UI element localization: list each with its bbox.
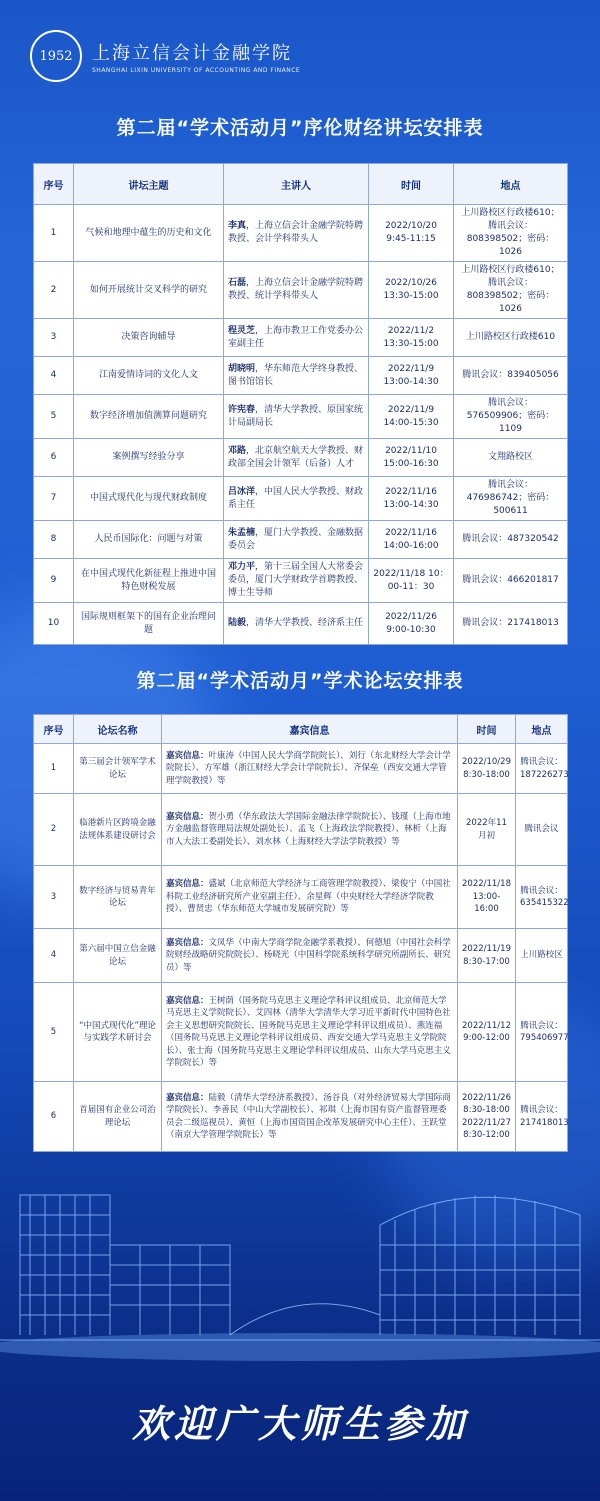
lecture-speaker: [224, 319, 369, 357]
lecture-place: 上川路校区行政楼610: [454, 319, 568, 357]
lecture-topic: 决策咨询辅导: [74, 319, 224, 357]
forum-place: 腾讯会议：187226273: [516, 744, 568, 794]
speaker-name: 朱孟楠: [228, 527, 256, 538]
speaker-desc: ，第十三届全国人大常委会委员，厦门大学财政学首聘教授、博士生导师: [228, 562, 364, 598]
forum-place: 腾讯会议：635415322: [516, 866, 568, 929]
guest-label: 嘉宾信息：: [166, 995, 209, 1006]
speaker-desc: ，上海立信会计金融学院特聘教授、会计学科带头人: [228, 221, 364, 244]
lecture-time: 2022/11/9 13:00-14:30: [369, 357, 454, 395]
lecture-place: 腾讯会议：487320542: [454, 521, 568, 559]
lecture-topic: 在中国式现代化新征程上推进中国特色财税发展: [74, 559, 224, 603]
lecture-topic: 江南爱情诗词的文化人文: [74, 357, 224, 395]
lecture-time: 2022/10/20 9:45-11:15: [369, 205, 454, 262]
forum-header-row: [34, 715, 568, 744]
lecture-row: [34, 559, 568, 603]
forum-row: [34, 794, 568, 866]
lecture-row: [34, 521, 568, 559]
lecture-row: [34, 603, 568, 645]
lecture-no: 6: [34, 439, 74, 477]
forum-header-cell: 时间: [458, 715, 516, 744]
lecture-topic: 案例撰写经验分享: [74, 439, 224, 477]
guest-list: 陆毅（清华大学经济系教授）、汤谷良（对外经济贸易大学国际商学院院长）、李善民（中山大学副校长）、祁琪（上海市国有资产监督管理委员会二级巡视员）、黄恒（上海市国资国企改革发展研究中心主任）、王跃堂（南京大学管理学院院长）等: [166, 1092, 451, 1140]
forum-row: [34, 983, 568, 1082]
forum-name: 第三届会计领军学术论坛: [74, 744, 162, 794]
lecture-topic: 气候和地理中蕴生的历史和文化: [74, 205, 224, 262]
lecture-row: [34, 395, 568, 439]
lecture-header-cell: 时间: [369, 164, 454, 205]
speaker-name: 石磊: [228, 278, 247, 288]
speaker-name: 邓路: [228, 445, 247, 456]
lecture-time: 2022/11/18 10：00-11：30: [369, 559, 454, 603]
lecture-header-cell: 主讲人: [224, 164, 369, 205]
lecture-speaker: [224, 395, 369, 439]
forum-name: 首届国有企业公司治理论坛: [74, 1082, 162, 1152]
forum-table: [33, 714, 568, 1152]
lecture-header-cell: 讲坛主题: [74, 164, 224, 205]
guest-list: 贺小勇（华东政法大学国际金融法律学院院长）、钱瑾（上海市地方金融监督管理局法规处副处长）、孟飞（上海政法学院教授）、林析（上海市人大法工委副处长）、刘水林（上海财经大学法学院教授）等: [166, 811, 451, 847]
forum-place: 上川路校区: [516, 929, 568, 983]
lecture-place: 上川路校区行政楼610；腾讯会议：808398502；密码：1026: [454, 205, 568, 262]
lecture-topic: 国际规则框架下的国有企业治理问题: [74, 603, 224, 645]
forum-time: 2022/11/18 13:00-16:00: [458, 866, 516, 929]
speaker-desc: ，清华大学教授、原国家统计局副局长: [228, 404, 364, 428]
school-name-cn: 上海立信会计金融学院: [92, 42, 292, 64]
forum-time: 2022/11/12 9:00-12:00: [458, 983, 516, 1082]
lecture-no: 4: [34, 357, 74, 395]
forum-name: 临港新片区跨境金融法规体系建设研讨会: [74, 794, 162, 866]
lecture-speaker: [224, 262, 369, 319]
lecture-time: 2022/11/9 14:00-15:30: [369, 395, 454, 439]
forum-guests: [162, 794, 458, 866]
lecture-speaker: [224, 357, 369, 395]
lecture-row: [34, 439, 568, 477]
lecture-time: 2022/11/2 13:30-15:00: [369, 319, 454, 357]
speaker-desc: ，上海立信会计金融学院特聘教授、统计学科带头人: [228, 278, 364, 301]
lecture-no: 2: [34, 262, 74, 319]
speaker-name: 吕冰洋: [228, 486, 256, 497]
speaker-desc: ，华东师范大学终身教授、图书馆馆长: [228, 363, 364, 387]
lecture-speaker: [224, 477, 369, 521]
forum-time: 2022/11/26 8:30-18:00 2022/11/27 8:30-12:00: [458, 1082, 516, 1152]
logo-text: 1952: [39, 48, 73, 64]
forum-no: 3: [34, 866, 74, 929]
lecture-time: 2022/11/10 15:00-16:30: [369, 439, 454, 477]
speaker-desc: ，厦门大学教授、金融数据委员会: [228, 527, 364, 551]
forum-header-cell: 论坛名称: [74, 715, 162, 744]
campus-skyline-illustration: [0, 1135, 600, 1365]
guest-list: 文凤华（中南大学商学院金融学系教授）、何德旭（中国社会科学院财经战略研究院院长）、杨晓光（中国科学院系统科学研究所副所长、研究员）等: [166, 937, 451, 973]
forum-row: [34, 744, 568, 794]
speaker-name: 程灵芝: [228, 325, 256, 336]
lecture-place: 腾讯会议：466201817: [454, 559, 568, 603]
forum-time: 2022年11月初: [458, 794, 516, 866]
guest-list: 盛斌（北京师范大学经济与工商管理学院教授）、梁俊宁（中国社科院工业经济研究所产业室副主任）、余星辉（中央财经大学经济学院教授）、曹贤忠（华东师范大学城市发展研究院）等: [166, 879, 451, 915]
lecture-time: 2022/11/16 13:00-14:30: [369, 477, 454, 521]
lecture-row: [34, 477, 568, 521]
speaker-desc: ，中国人民大学教授、财政系主任: [228, 486, 364, 510]
lecture-speaker: [224, 603, 369, 645]
speaker-name: 陆毅: [228, 618, 247, 628]
lecture-place: 文翔路校区: [454, 439, 568, 477]
forum-no: 6: [34, 1082, 74, 1152]
forum-no: 2: [34, 794, 74, 866]
lecture-place: 腾讯会议：576509906；密码：1109: [454, 395, 568, 439]
speaker-name: 李真: [228, 221, 247, 231]
lecture-speaker: [224, 205, 369, 262]
lecture-header-cell: 地点: [454, 164, 568, 205]
school-name-en: SHANGHAI LIXIN UNIVERSITY OF ACCOUNTING AND FINANCE: [92, 66, 301, 74]
lecture-table: [33, 163, 568, 645]
lecture-no: 10: [34, 603, 74, 645]
speaker-desc: ，清华大学教授、经济系主任: [246, 618, 364, 628]
forum-place: 腾讯会议: [516, 794, 568, 866]
lecture-speaker: [224, 559, 369, 603]
forum-place: 腾讯会议：795406977: [516, 983, 568, 1082]
forum-time: 2022/11/19 8:30-17:00: [458, 929, 516, 983]
speaker-desc: ，北京航空航天大学教授、财政部全国会计领军（后备）人才: [228, 445, 364, 469]
lecture-no: 3: [34, 319, 74, 357]
welcome-slogan: 欢迎广大师生参加: [131, 1402, 468, 1446]
school-name: [92, 39, 300, 74]
lecture-header-cell: 序号: [34, 164, 74, 205]
school-header: [30, 30, 300, 82]
forum-no: 1: [34, 744, 74, 794]
lecture-row: [34, 319, 568, 357]
lecture-time: 2022/10/26 13:30-15:00: [369, 262, 454, 319]
forum-guests: [162, 983, 458, 1082]
guest-list: 叶康涛（中国人民大学商学院院长）、刘行（东北财经大学会计学院院长）、方军雄（浙江财经大学会计学院院长）、齐保垒（西安交通大学管理学院教授）等: [166, 750, 451, 786]
lecture-speaker: [224, 439, 369, 477]
forum-header-cell: 地点: [516, 715, 568, 744]
forum-row: [34, 929, 568, 983]
school-logo: [30, 30, 82, 82]
lecture-place: 腾讯会议：217418013: [454, 603, 568, 645]
lecture-row: [34, 357, 568, 395]
lecture-topic: 数字经济增加值测算问题研究: [74, 395, 224, 439]
speaker-name: 邓力平: [228, 562, 256, 572]
forum-guests: [162, 929, 458, 983]
forum-guests: [162, 866, 458, 929]
lecture-no: 5: [34, 395, 74, 439]
lecture-topic: 中国式现代化与现代财政制度: [74, 477, 224, 521]
guest-label: 嘉宾信息：: [166, 937, 209, 948]
lecture-no: 7: [34, 477, 74, 521]
forum-name: 第六届中国立信金融论坛: [74, 929, 162, 983]
lecture-row: [34, 262, 568, 319]
lecture-no: 1: [34, 205, 74, 262]
lecture-time: 2022/11/16 14:00-16:00: [369, 521, 454, 559]
lecture-place: 腾讯会议：839405056: [454, 357, 568, 395]
lecture-speaker: [224, 521, 369, 559]
lecture-time: 2022/11/26 9:00-10:30: [369, 603, 454, 645]
guest-label: 嘉宾信息：: [166, 811, 209, 822]
forum-row: [34, 866, 568, 929]
guest-label: 嘉宾信息：: [166, 1092, 209, 1103]
guest-list: 王树荫（国务院马克思主义理论学科评议组成员、北京师范大学马克思主义学院院长）、艾四林（清华大学清华大学习近平新时代中国特色社会主义思想研究院院长、国务院马克思主义理论学科评议组成员）、燕连福（国务院马克思主义理论学科评议组成员、西安交通大学马克思主义学院院长）、张士海（国务院马克思主义理论学科评议组成员、山东大学马克思主义学院院长）等: [166, 995, 451, 1068]
lecture-row: [34, 205, 568, 262]
speaker-name: 胡晓明: [228, 363, 256, 374]
lecture-no: 9: [34, 559, 74, 603]
forum-header-cell: 嘉宾信息: [162, 715, 458, 744]
speaker-name: 许宪春: [228, 404, 256, 415]
lecture-place: 腾讯会议：476986742；密码：500611: [454, 477, 568, 521]
lecture-place: 上川路校区行政楼610；腾讯会议：808398502；密码：1026: [454, 262, 568, 319]
forum-name: 数字经济与贸易青年论坛: [74, 866, 162, 929]
lecture-header-row: [34, 164, 568, 205]
speaker-desc: ，上海市教卫工作党委办公室副主任: [228, 325, 364, 349]
lecture-topic: 如何开展统计交叉科学的研究: [74, 262, 224, 319]
lecture-title: 第二届“学术活动月”序伦财经讲坛安排表: [116, 117, 484, 139]
forum-name: “中国式现代化”理论与实践学术研讨会: [74, 983, 162, 1082]
guest-label: 嘉宾信息：: [166, 750, 209, 761]
forum-header-cell: 序号: [34, 715, 74, 744]
forum-no: 5: [34, 983, 74, 1082]
forum-time: 2022/10/29 8:30-18:00: [458, 744, 516, 794]
guest-label: 嘉宾信息：: [166, 879, 209, 890]
lecture-no: 8: [34, 521, 74, 559]
forum-guests: [162, 744, 458, 794]
forum-place: 腾讯会议：217418013: [516, 1082, 568, 1152]
lecture-topic: 人民币国际化：问题与对策: [74, 521, 224, 559]
forum-title: 第二届“学术活动月”学术论坛安排表: [136, 670, 464, 692]
forum-no: 4: [34, 929, 74, 983]
